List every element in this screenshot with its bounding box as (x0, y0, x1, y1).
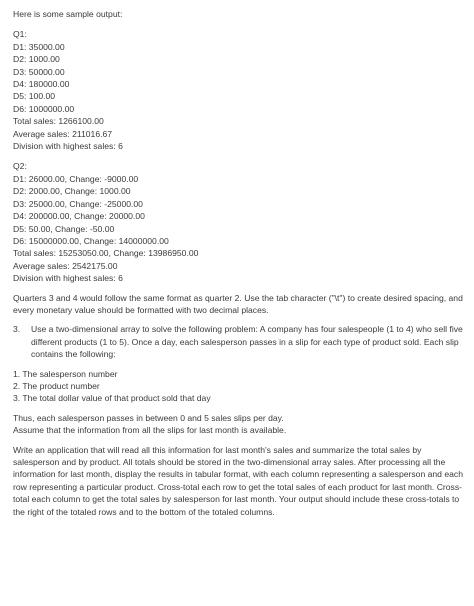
q1-line: D1: 35000.00 (13, 41, 65, 52)
q1-line: Division with highest sales: 6 (13, 141, 123, 152)
q1-line: D5: 100.00 (13, 91, 56, 102)
q2-line: D1: 26000.00, Change: -9000.00 (13, 173, 139, 184)
q2-line: D2: 2000.00, Change: 1000.00 (13, 186, 131, 197)
slip-items-list (13, 368, 464, 405)
q1-line: D3: 50000.00 (13, 66, 65, 77)
list-item: 2. The product number (13, 380, 100, 391)
q1-line: Total sales: 1266100.00 (13, 116, 104, 127)
slips-note-line: Assume that the information from all the slips for last month is available. (13, 425, 287, 436)
q2-line: D6: 15000000.00, Change: 14000000.00 (13, 235, 169, 246)
problem-3 (13, 323, 464, 360)
quarters-note: Quarters 3 and 4 would follow the same format as quarter 2. Use the tab character ("\t") to create desired spacing, and every monetary value should be formatted with two decimal places. (13, 292, 463, 315)
q1-line: D2: 1000.00 (13, 54, 60, 65)
q2-line: D3: 25000.00, Change: -25000.00 (13, 198, 143, 209)
problem-text: Use a two-dimensional array to solve the following problem: A company has four salespeople (1 to 4) who sell five different products (1 to 5). Once a day, each salesperson passes in a slip for each type of product sold. Each slip contains the following: (31, 324, 463, 360)
q1-block (13, 28, 464, 152)
q2-block (13, 160, 464, 284)
q2-line: Total sales: 15253050.00, Change: 13986950.00 (13, 248, 199, 259)
q2-line: D5: 50.00, Change: -50.00 (13, 223, 115, 234)
list-item: 3. The total dollar value of that product sold that day (13, 393, 211, 404)
q1-line: D4: 180000.00 (13, 79, 70, 90)
problem-number: 3. (13, 324, 21, 335)
q2-heading: Q2: (13, 161, 27, 172)
q1-line: Average sales: 211016.67 (13, 128, 113, 139)
slips-note (13, 412, 464, 437)
q2-line: D4: 200000.00, Change: 20000.00 (13, 211, 145, 222)
application-instructions: Write an application that will read all this information for last month's sales and summarize the total sales by salesperson and by product. All totals should be stored in the two-dimensional array sales. After processing all the information for last month, display the results in tabular format, with each column representing a salesperson and each row representing a particular product. Cross-total each row to get the total sales of each product for last month. Cross-total each column to get the total sales by salesperson for last month. Your output should include these cross-totals to the right of the totaled rows and to the bottom of the totaled columns. (13, 444, 463, 517)
intro-text: Here is some sample output: (13, 9, 123, 19)
q1-heading: Q1: (13, 29, 27, 40)
list-item: 1. The salesperson number (13, 368, 118, 379)
q2-line: Average sales: 2542175.00 (13, 260, 118, 271)
q1-line: D6: 1000000.00 (13, 103, 75, 114)
q2-line: Division with highest sales: 6 (13, 273, 123, 284)
slips-note-line: Thus, each salesperson passes in between 0 and 5 sales slips per day. (13, 412, 284, 423)
